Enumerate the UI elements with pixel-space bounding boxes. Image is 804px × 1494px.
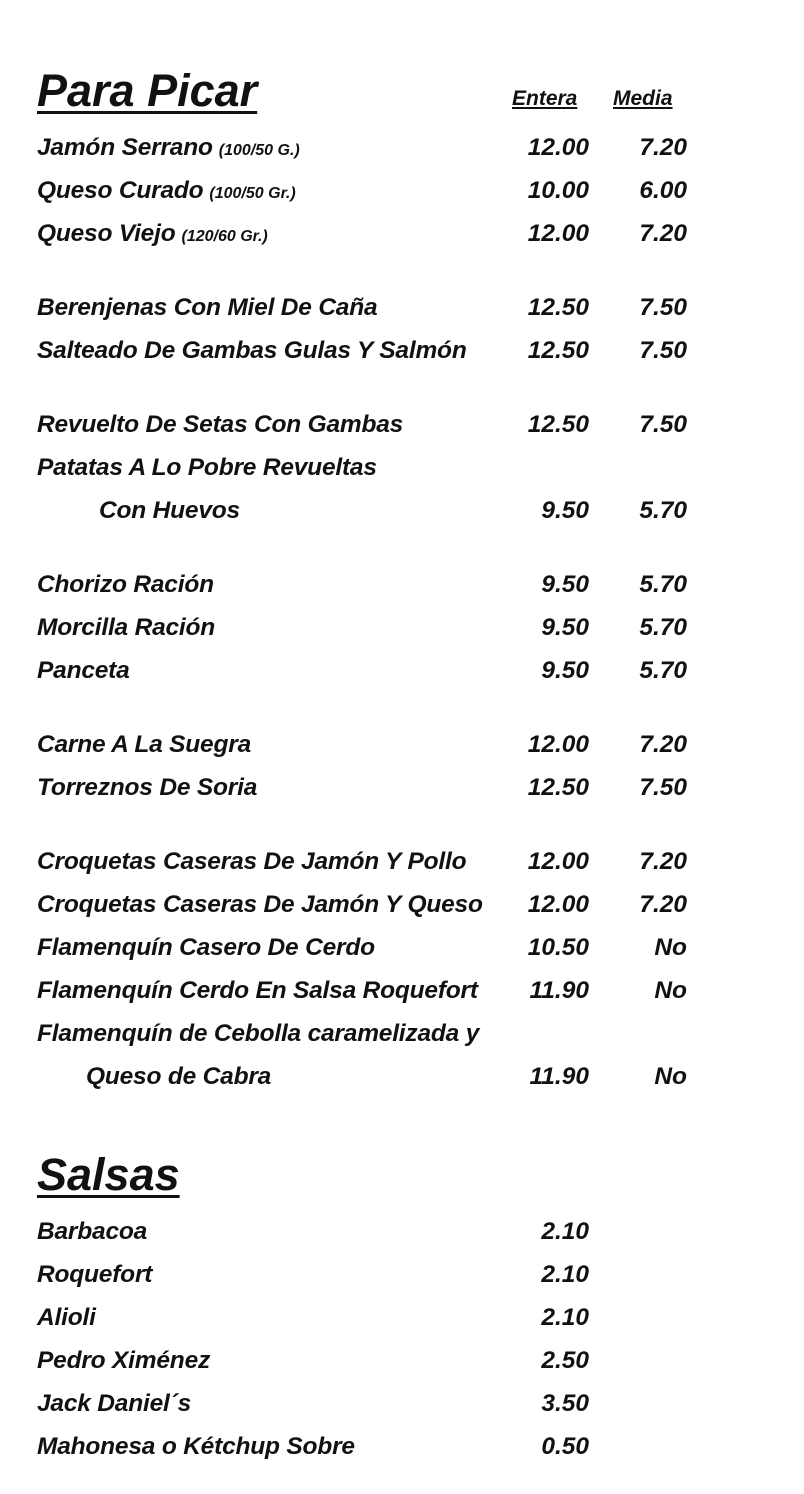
- menu-item-jamon-serrano: [0, 132, 804, 164]
- item-name: Con Huevos: [99, 497, 240, 524]
- price-entera: 11.90: [529, 977, 589, 1004]
- menu-item-queso-viejo: [0, 218, 804, 250]
- price-media: 7.50: [639, 294, 687, 321]
- price-media: 7.20: [639, 848, 687, 875]
- item-name: Salteado De Gambas Gulas Y Salmón: [37, 337, 467, 364]
- price-media: 5.70: [639, 657, 687, 684]
- item-name: Carne A La Suegra: [37, 731, 251, 758]
- menu-item-queso-curado: [0, 175, 804, 207]
- price-entera: 12.00: [527, 891, 589, 918]
- price: 2.10: [541, 1304, 589, 1331]
- menu-item-patatas-pobre-cont: [0, 495, 804, 527]
- price-entera: 10.50: [527, 934, 589, 961]
- item-name: Flamenquín de Cebolla caramelizada y: [37, 1020, 480, 1047]
- section-title-salsas: Salsas: [37, 1149, 180, 1200]
- menu-item-carne-suegra: [0, 729, 804, 761]
- menu-item-berenjenas: [0, 292, 804, 324]
- item-name: Patatas A Lo Pobre Revueltas: [37, 454, 377, 481]
- menu-item-flamenquin-cebolla: [0, 1018, 804, 1050]
- item-name: Alioli: [37, 1304, 96, 1331]
- price: 2.10: [541, 1218, 589, 1245]
- item-name: Jamón Serrano (100/50 G.): [37, 134, 300, 161]
- item-name: Croquetas Caseras De Jamón Y Queso: [37, 891, 483, 918]
- item-name: Queso Viejo (120/60 Gr.): [37, 220, 268, 247]
- price-media: No: [654, 1063, 687, 1090]
- menu-item-croquetas-pollo: [0, 846, 804, 878]
- price-media: No: [654, 977, 687, 1004]
- price-media: 6.00: [639, 177, 687, 204]
- item-name: Queso de Cabra: [86, 1063, 272, 1090]
- price-media: 5.70: [639, 571, 687, 598]
- sauce-item-roquefort: [0, 1259, 804, 1291]
- price-entera: 12.50: [527, 294, 589, 321]
- section-title-para-picar: Para Picar: [37, 65, 258, 116]
- price-media: 7.20: [639, 891, 687, 918]
- price: 3.50: [541, 1390, 589, 1417]
- menu-item-panceta: [0, 655, 804, 687]
- item-name: Berenjenas Con Miel De Caña: [37, 294, 378, 321]
- sauce-item-pedro-ximenez: [0, 1345, 804, 1377]
- item-name: Mahonesa o Kétchup Sobre: [37, 1433, 355, 1460]
- price-entera: 9.50: [541, 614, 589, 641]
- menu-item-patatas-pobre: [0, 452, 804, 484]
- item-name: Panceta: [37, 657, 130, 684]
- column-header-media: Media: [613, 87, 673, 110]
- price-media: 7.20: [639, 731, 687, 758]
- item-name: Jack Daniel´s: [37, 1390, 192, 1417]
- menu-item-salteado-gambas: [0, 335, 804, 367]
- menu-item-flamenquin-roquefort: [0, 975, 804, 1007]
- menu-item-flamenquin-casero: [0, 932, 804, 964]
- price-entera: 12.00: [527, 731, 589, 758]
- menu-item-revuelto-setas: [0, 409, 804, 441]
- item-name: Revuelto De Setas Con Gambas: [37, 411, 404, 438]
- price: 0.50: [541, 1433, 589, 1460]
- price: 2.10: [541, 1261, 589, 1288]
- price-entera: 9.50: [541, 571, 589, 598]
- item-name: Roquefort: [37, 1261, 153, 1288]
- item-name: Chorizo Ración: [37, 571, 214, 598]
- item-name: Flamenquín Casero De Cerdo: [37, 934, 375, 961]
- price-media: 5.70: [639, 614, 687, 641]
- item-portion-note: (100/50 G.): [218, 142, 300, 159]
- price-entera: 12.50: [527, 337, 589, 364]
- item-name: Queso Curado (100/50 Gr.): [37, 177, 296, 204]
- price-media: 7.50: [639, 337, 687, 364]
- price-entera: 10.00: [527, 177, 589, 204]
- price-entera: 12.00: [527, 848, 589, 875]
- item-portion-note: (120/60 Gr.): [181, 228, 268, 245]
- price-media: 7.20: [639, 134, 687, 161]
- price-entera: 12.50: [527, 411, 589, 438]
- item-name: Barbacoa: [37, 1218, 148, 1245]
- item-name: Croquetas Caseras De Jamón Y Pollo: [37, 848, 467, 875]
- item-name: Pedro Ximénez: [37, 1347, 211, 1374]
- price-media: 5.70: [639, 497, 687, 524]
- price-entera: 12.00: [527, 220, 589, 247]
- menu-item-croquetas-queso: [0, 889, 804, 921]
- sauce-item-jack-daniels: [0, 1388, 804, 1420]
- item-name: Torreznos De Soria: [37, 774, 258, 801]
- menu-item-chorizo: [0, 569, 804, 601]
- price-media: 7.20: [639, 220, 687, 247]
- menu-item-flamenquin-cebolla-cont: [0, 1061, 804, 1093]
- price-media: No: [654, 934, 687, 961]
- menu-item-morcilla: [0, 612, 804, 644]
- item-name: Morcilla Ración: [37, 614, 216, 641]
- price-media: 7.50: [639, 411, 687, 438]
- sauce-item-barbacoa: [0, 1216, 804, 1248]
- price-media: 7.50: [639, 774, 687, 801]
- item-portion-note: (100/50 Gr.): [209, 185, 296, 202]
- price-entera: 12.00: [527, 134, 589, 161]
- sauce-item-mahonesa-ketchup: [0, 1431, 804, 1463]
- sauce-item-alioli: [0, 1302, 804, 1334]
- item-name: Flamenquín Cerdo En Salsa Roquefort: [37, 977, 478, 1004]
- price-entera: 11.90: [529, 1063, 589, 1090]
- price: 2.50: [541, 1347, 589, 1374]
- price-entera: 12.50: [527, 774, 589, 801]
- price-entera: 9.50: [541, 657, 589, 684]
- menu-item-torreznos: [0, 772, 804, 804]
- price-entera: 9.50: [541, 497, 589, 524]
- column-header-entera: Entera: [512, 87, 578, 110]
